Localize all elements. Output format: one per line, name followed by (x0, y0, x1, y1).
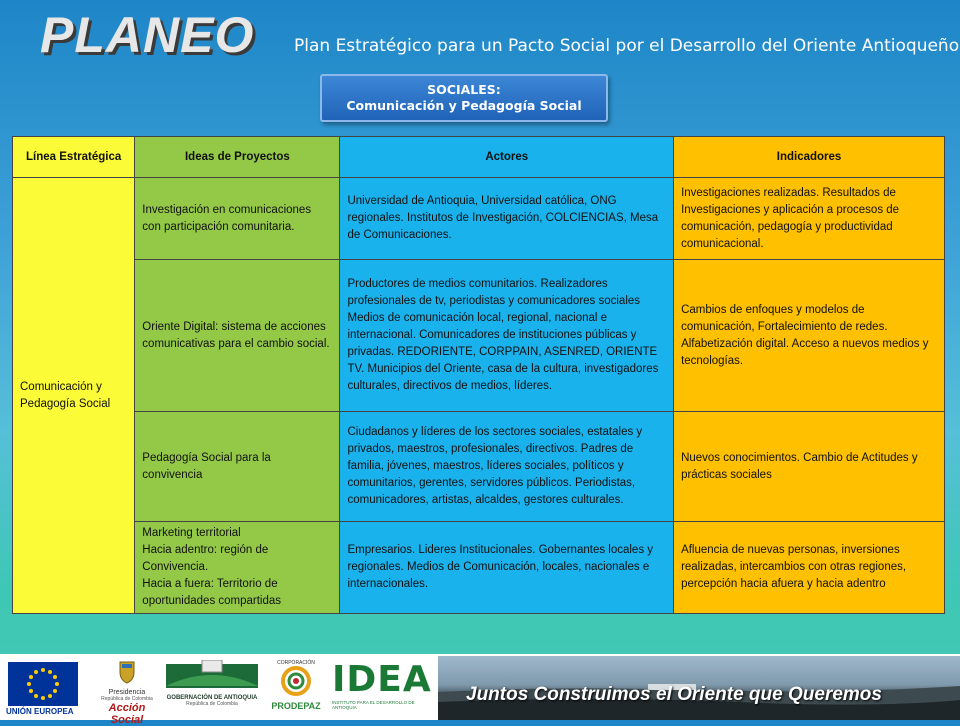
indicadores-cell: Nuevos conocimientos. Cambio de Actitudes y prácticas sociales (674, 412, 945, 522)
section-badge (320, 74, 608, 122)
idea-sub: INSTITUTO PARA EL DESARROLLO DE ANTIOQUIA (332, 700, 415, 710)
indicadores-cell: Cambios de enfoques y modelos de comunicación, Fortalecimiento de redes. Alfabetización digital. Acceso a nuevos medios y tecnologías. (674, 260, 945, 412)
accion-social-label: Acción Social (108, 702, 146, 726)
idea-logo (332, 659, 432, 716)
table-row (13, 412, 945, 522)
prodepaz-label: PRODEPAZ (271, 701, 321, 711)
header-ideas-proyectos: Ideas de Proyectos (135, 137, 340, 178)
indicadores-cell: Investigaciones realizadas. Resultados de Investigaciones y aplicación a procesos de comunicación, pedagogía y productividad comunicacional. (674, 178, 945, 260)
presidencia-label: Presidencia (108, 689, 146, 696)
table-row (13, 522, 945, 614)
header-linea-estrategica: Línea Estratégica (13, 137, 135, 178)
linea-estrategica-cell: Comunicación y Pedagogía Social (13, 178, 135, 614)
actores-cell: Ciudadanos y líderes de los sectores sociales, estatales y privados, maestros, profesionales, directivos. Padres de familia, jóvenes, maestros, líderes sociales, políticos y comunitarios, gerentes, servidores públicos. Periodistas, comunicadores, artistas, alcaldes, gestores culturales. (340, 412, 674, 522)
footer-slogan: Juntos Construimos el Oriente que Queremos (466, 684, 882, 705)
gobernacion-label: GOBERNACIÓN DE ANTIOQUIA (166, 695, 258, 701)
prodepaz-top-label: CORPORACIÓN (277, 660, 315, 666)
eu-label: UNIÓN EUROPEA (6, 707, 74, 716)
gobernacion-logo (166, 660, 258, 716)
section-badge-topic: Comunicación y Pedagogía Social (346, 98, 582, 113)
gobernacion-emblem-icon (166, 660, 258, 690)
actores-cell: Universidad de Antioquia, Universidad católica, ONG regionales. Institutos de Investigación, COLCIENCIAS, Mesa de Comunicaciones. (340, 178, 674, 260)
presidencia-sub: República de Colombia (101, 696, 153, 702)
idea-line: Hacia a fuera: Territorio de oportunidades compartidas (142, 578, 282, 607)
idea-cell: Investigación en comunicaciones con participación comunitaria. (135, 178, 340, 260)
idea-line: Marketing territorial (142, 527, 241, 539)
table-row (13, 178, 945, 260)
header-indicadores: Indicadores (674, 137, 945, 178)
presidencia-logo (96, 660, 158, 726)
idea-label: IDEA (332, 659, 432, 700)
table-header-row (13, 137, 945, 178)
prodepaz-wheel-icon (266, 666, 326, 696)
idea-cell: Pedagogía Social para la convivencia (135, 412, 340, 522)
idea-cell: Oriente Digital: sistema de acciones comunicativas para el cambio social. (135, 260, 340, 412)
idea-cell (135, 522, 340, 614)
prodepaz-logo (266, 660, 326, 716)
gobernacion-sub: República de Colombia (186, 701, 238, 707)
strategic-plan-table (12, 136, 945, 614)
header-actores: Actores (340, 137, 674, 178)
section-badge-category: SOCIALES: (427, 82, 501, 97)
actores-cell: Productores de medios comunitarios. Realizadores profesionales de tv, periodistas y comunicadores sociales Medios de comunicación local, regional, nacional e internacional. Comunicadores de instituciones públicas y privadas. REDORIENTE, CORPPAIN, ASENRED, ORIENTE TV. Municipios del Oriente, casa de la cultura, investigadores culturales, directivos de medios, líderes. (340, 260, 674, 412)
app-logo-title: PLANEO (40, 7, 255, 63)
table-row (13, 260, 945, 412)
indicadores-cell: Afluencia de nuevas personas, inversiones realizadas, intercambios con otras regiones, percepción hacia afuera y hacia adentro (674, 522, 945, 614)
idea-line: Hacia adentro: región de Convivencia. (142, 544, 269, 573)
colombia-shield-icon (96, 660, 158, 684)
page-subtitle: Plan Estratégico para un Pacto Social por el Desarrollo del Oriente Antioqueño (294, 36, 960, 56)
eu-flag-logo (8, 662, 78, 706)
actores-cell: Empresarios. Lideres Institucionales. Gobernantes locales y regionales. Medios de Comunicación, locales, nacionales e internacionales. (340, 522, 674, 614)
